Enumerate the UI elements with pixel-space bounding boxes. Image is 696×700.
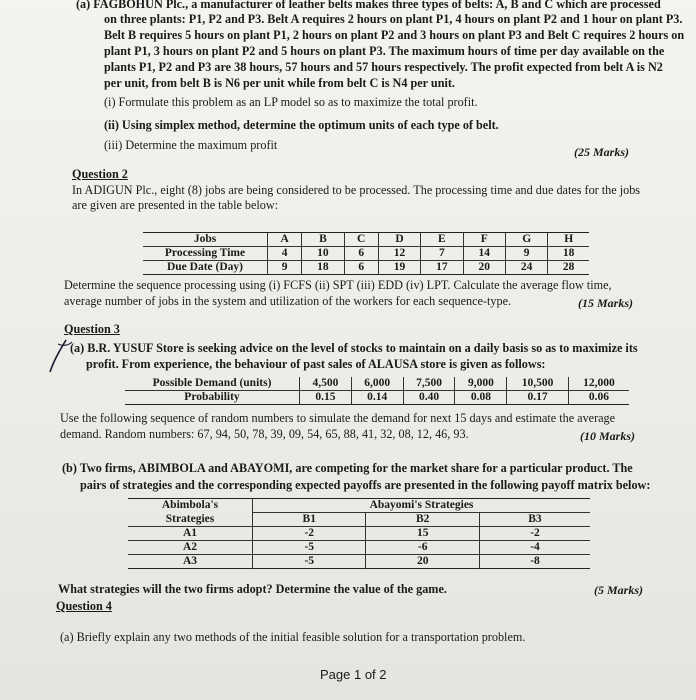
q3b-task: What strategies will the two firms adopt? Determine the value of the game. [58, 582, 447, 596]
q3a-task-2: demand. Random numbers: 67, 94, 50, 78, 39, 09, 54, 65, 88, 41, 32, 08, 12, 46, 93. [60, 427, 469, 441]
jobs-cell: 18 [562, 247, 575, 259]
jobs-row-due [143, 261, 589, 275]
demand-cell: 7,500 [403, 377, 455, 391]
demand-cell: 9,000 [455, 377, 507, 391]
q2-intro-1: In ADIGUN Plc., eight (8) jobs are being considered to be processed. The processing time and due dates for the jobs [72, 183, 641, 197]
probability-row [125, 391, 629, 405]
q1-line-1: (a) FAGBOHUN Plc., a manufacturer of leather belts makes three types of belts: A, B and C which are processed [76, 0, 661, 11]
jobs-cell: 4 [268, 247, 302, 261]
probability-cell: 0.15 [300, 391, 352, 405]
payoff-row-label: A3 [128, 555, 253, 569]
q3-heading: Question 3 [64, 322, 120, 336]
payoff-row-label: A1 [128, 527, 253, 541]
probability-cell: 0.14 [351, 391, 403, 405]
q2-intro-2: are given are presented in the table below: [72, 198, 279, 212]
q2-heading: Question 2 [72, 167, 128, 181]
demand-cell: 10,500 [507, 377, 568, 391]
payoff-matrix [128, 498, 590, 569]
q3b-intro-2: pairs of strategies and the corresponding expected payoffs are presented in the following payoff matrix below: [80, 478, 651, 492]
q1-item-i: (i) Formulate this problem as an LP model so as to maximize the total profit. [104, 95, 478, 109]
payoff-row-header-1: Abimbola's [128, 499, 253, 513]
demand-cell: 4,500 [300, 377, 352, 391]
jobs-cell: 19 [378, 261, 420, 275]
q3a-marks: (10 Marks) [580, 429, 636, 443]
q3b-intro-1: (b) Two firms, ABIMBOLA and ABAYOMI, are competing for the market share for a particular product. The [62, 461, 633, 475]
q1-marks: (25 Marks) [574, 145, 630, 159]
payoff-row [128, 527, 590, 541]
q1-line-3: Belt B requires 5 hours on plant P1, 2 hours on plant P2 and 3 hours on plant P3 and Belt C requires 2 hours on [104, 28, 685, 42]
jobs-header-cell: E [421, 233, 463, 247]
jobs-header-label: Jobs [143, 233, 268, 247]
jobs-cell: 14 [463, 247, 505, 261]
payoff-row-label: A2 [128, 541, 253, 555]
probability-cell: 0.40 [403, 391, 455, 405]
demand-table [125, 377, 629, 405]
jobs-cell: 12 [378, 247, 420, 261]
probability-cell: 0.06 [588, 391, 609, 403]
payoff-col-header: Abayomi's Strategies [253, 499, 591, 513]
jobs-cell: 9 [505, 247, 547, 261]
jobs-header-cell: D [378, 233, 420, 247]
payoff-col-label: B3 [528, 513, 542, 525]
probability-cell: 0.17 [507, 391, 568, 405]
q1-line-2: on three plants: P1, P2 and P3. Belt A requires 2 hours on plant P1, 4 hours on plant P2 and 1 hour on plant P3. [104, 12, 683, 26]
jobs-header-cell: B [302, 233, 344, 247]
probability-row-label: Probability [125, 391, 300, 405]
payoff-cell: -4 [530, 541, 540, 553]
jobs-header-cell: A [268, 233, 302, 247]
payoff-top-header [128, 499, 590, 513]
jobs-header-cell: G [505, 233, 547, 247]
q4-heading: Question 4 [56, 599, 112, 613]
jobs-cell: 17 [421, 261, 463, 275]
q1-line-6: per unit, from belt B is N6 per unit while from belt C is N4 per unit. [104, 76, 455, 90]
payoff-cell: -8 [530, 555, 540, 567]
demand-cell: 6,000 [351, 377, 403, 391]
q1-line-4: plant P1, 3 hours on plant P2 and 5 hours on plant P3. The maximum hours of time per day available on the [104, 44, 665, 58]
payoff-cell: -5 [253, 541, 366, 555]
jobs-header-cell: H [564, 233, 574, 245]
jobs-cell: 9 [268, 261, 302, 275]
q3a-task-1: Use the following sequence of random numbers to simulate the demand for next 15 days and estimate the average [60, 411, 616, 425]
q1-item-iii: (iii) Determine the maximum profit [104, 138, 278, 152]
payoff-col-labels [128, 513, 590, 527]
jobs-cell: 10 [302, 247, 344, 261]
probability-cell: 0.08 [455, 391, 507, 405]
jobs-row-label: Processing Time [143, 247, 268, 261]
jobs-header-cell: C [344, 233, 378, 247]
jobs-cell: 20 [463, 261, 505, 275]
q2-marks: (15 Marks) [578, 296, 634, 310]
demand-cell: 12,000 [583, 377, 615, 389]
payoff-cell: 15 [366, 527, 479, 541]
jobs-cell: 6 [344, 261, 378, 275]
jobs-cell: 24 [505, 261, 547, 275]
jobs-header-row [143, 233, 589, 247]
q1-item-ii: (ii) Using simplex method, determine the optimum units of each type of belt. [104, 118, 499, 132]
jobs-row-processing [143, 247, 589, 261]
q2-task-2: average number of jobs in the system and utilization of the workers for each sequence-type. [64, 294, 512, 308]
q3a-intro-1: (a) B.R. YUSUF Store is seeking advice on the level of stocks to maintain on a daily basis so as to maximize its [70, 341, 638, 355]
payoff-cell: 20 [366, 555, 479, 569]
payoff-cell: -2 [253, 527, 366, 541]
page-number: Page 1 of 2 [320, 667, 387, 682]
q4a-text: (a) Briefly explain any two methods of the initial feasible solution for a transportation problem. [60, 630, 526, 644]
q3a-intro-2: profit. From experience, the behaviour of past sales of ALAUSA store is given as follows: [86, 357, 546, 371]
jobs-row-label: Due Date (Day) [143, 261, 268, 275]
jobs-cell: 6 [344, 247, 378, 261]
demand-row-label: Possible Demand (units) [125, 377, 300, 391]
jobs-cell: 28 [562, 261, 575, 273]
payoff-row-header-2: Strategies [128, 513, 253, 527]
q2-task-1: Determine the sequence processing using (i) FCFS (ii) SPT (iii) EDD (iv) LPT. Calculate the average flow time, [64, 278, 612, 292]
jobs-cell: 7 [421, 247, 463, 261]
demand-row [125, 377, 629, 391]
payoff-cell: -2 [530, 527, 540, 539]
q3b-marks: (5 Marks) [594, 583, 644, 597]
jobs-table [143, 232, 589, 275]
jobs-cell: 18 [302, 261, 344, 275]
payoff-cell: -6 [366, 541, 479, 555]
payoff-row [128, 541, 590, 555]
payoff-col-label: B2 [366, 513, 479, 527]
jobs-header-cell: F [463, 233, 505, 247]
payoff-row [128, 555, 590, 569]
q1-line-5: plants P1, P2 and P3 are 38 hours, 57 hours and 57 hours respectively. The profit expected from belt A is N2 [104, 60, 663, 74]
payoff-col-label: B1 [253, 513, 366, 527]
payoff-cell: -5 [253, 555, 366, 569]
